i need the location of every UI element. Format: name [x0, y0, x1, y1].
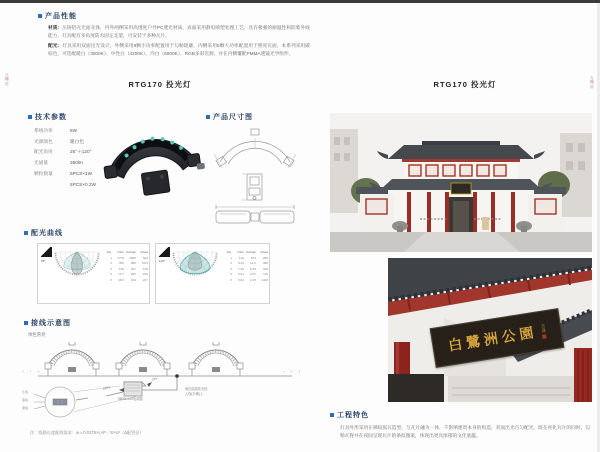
param-row [34, 172, 96, 177]
signboard-signature: 言達 [540, 322, 547, 333]
table-row: 2 6.23 14.2 388 [230, 261, 268, 266]
wiring-diagram [20, 342, 315, 426]
wiring-side-note-2: 入线(平砌)上 [185, 392, 204, 396]
seal-icon [542, 334, 547, 339]
edge-char: 德 [590, 84, 594, 89]
param-value: 5PCS×1W [70, 170, 93, 176]
scan-top-band [0, 0, 600, 3]
param-value: 6W [70, 128, 78, 133]
section-title: 产品尺寸图 [213, 114, 253, 121]
param-value: 暖白色 [70, 138, 85, 144]
photometric-table [100, 251, 148, 282]
param-value: 5PCS×0.2W [70, 181, 96, 187]
dimension-drawings [210, 124, 300, 228]
section-title: 接线示意图 [31, 320, 71, 327]
wire-label-1: 红线 [22, 390, 29, 394]
polar-curve [53, 248, 101, 300]
wiring-side-note-1: 就近电源处出线 [185, 387, 208, 391]
table-row: 4 70.7 381 196 [110, 272, 148, 277]
right-page-title: RTG170 投光灯 [433, 80, 497, 89]
param-row [34, 150, 96, 155]
beam-angle-label: 120° [159, 259, 166, 263]
table-header: No. lm/m lm/sqm Class [107, 250, 148, 254]
table-row: 4 0.61 2.67 718 [230, 272, 268, 277]
wiring-subtitle: 单色常亮 [28, 332, 46, 337]
section-wiring [24, 318, 71, 328]
beam-angle-label: 25° [41, 259, 46, 263]
param-label [34, 183, 70, 188]
left-page-title: RTG170 投光灯 [128, 80, 192, 89]
edge-char: 瑞 [590, 80, 594, 85]
param-value: 25°＋120° [70, 149, 92, 155]
table-row: 5 0.62 2.25 1408 [230, 277, 268, 282]
right-edge-mark [590, 76, 594, 89]
param-label: 系统功率 [34, 128, 53, 133]
wire-label-2: 蓝线 [22, 398, 29, 402]
table-row: 2 358 856 50.5 [110, 261, 148, 266]
input-voltage-label: 220V [102, 385, 111, 391]
param-label: 配光角度 [34, 149, 53, 155]
paragraph-lead: 材质： [48, 25, 63, 30]
edge-char: 德 [5, 81, 9, 86]
bullet-icon [24, 231, 28, 235]
table-row: 1 126 872 286 [230, 255, 268, 260]
section-title: 产品性能 [45, 13, 77, 20]
table-row: 3 136 367 136 [110, 266, 148, 271]
param-row [34, 140, 96, 145]
features-text: 灯具外形采用正梯纹弧瓦造型，与瓦片融为一体，不影响建筑本身的构造，双面出光巧匀配光，既在亮化瓦片的同时，勾勒瓦脊并在夜间呈现瓦片的条纹图案，体现出更具浓郁的文化底蕴。 [340, 425, 590, 438]
edge-char: 光 [5, 73, 9, 77]
tech-params-list [34, 129, 96, 187]
wiring-note: 注：线路长度配线需求：w＝0.0175×L×P／S×U²（Δ配管径） [30, 430, 144, 435]
param-label: 光通量 [34, 160, 49, 166]
photometric-box-1 [37, 243, 150, 304]
paragraph-text: 压铸铝壳光面壳体，内外两侧采用高透度户外PC透光材质，表面采用静电喷塑处理工艺，具有极强的耐温性和防紫外线能力，灯具配有多角度防水固定支架，可安装于多种瓦片。 [48, 25, 310, 38]
continuation-dots-left: · · · [22, 369, 42, 375]
product-photo [100, 114, 205, 209]
bullet-icon [24, 321, 28, 325]
edge-char: 光 [590, 76, 594, 80]
bullet-icon [38, 14, 42, 18]
bullet-icon [330, 413, 334, 417]
section-features [330, 410, 369, 420]
param-value: 350lm [70, 160, 83, 166]
table-header: No. lm/m lm/sqm Class [227, 250, 268, 254]
gate-photo [330, 113, 592, 252]
beam-icon [41, 247, 52, 257]
table-row: 3 1.35 6.38 428 [230, 266, 268, 271]
table-row: 5 46.5 109 227 [110, 277, 148, 282]
section-dimensions [206, 112, 253, 122]
section-product-performance [38, 11, 77, 21]
photometric-table [220, 251, 268, 282]
signboard-text: 白鷺洲公園 [447, 325, 539, 355]
paragraph-text: 灯具采用双面出光设计，外侧采用9颗小功率配置用于勾勒轮廓，内侧采用5颗大功率配置用于照亮瓦面，本系列采用碳棕色，可选配暖白（3000K）、中性白（4200K）、冷白（6000K）、RGB多彩光源，并在内侧覆配PMMA透镜光学组件。 [48, 43, 310, 56]
wire-label-3: 黑线 [22, 406, 29, 410]
section-title: 配光曲线 [31, 230, 63, 237]
param-label: 颗粒数量 [34, 170, 53, 176]
polar-curve [171, 248, 219, 300]
section-title: 技术参数 [35, 114, 67, 121]
section-photometric [24, 228, 63, 238]
paragraph-lead: 配光： [48, 43, 63, 48]
left-edge-mark [5, 73, 9, 86]
bullet-icon [206, 115, 210, 119]
section-title: 工程特色 [337, 412, 369, 419]
beam-icon [159, 247, 170, 257]
section-tech-params [28, 112, 67, 122]
param-row [34, 183, 96, 188]
param-row [34, 129, 96, 134]
photometric-box-2 [155, 243, 270, 304]
continuation-dots-right: · · · [283, 369, 303, 375]
param-row [34, 161, 96, 166]
output-voltage-label: 24V [151, 376, 158, 382]
table-row: 1 1776 3026 663 [110, 255, 148, 260]
performance-paragraph-optics [48, 42, 310, 57]
bullet-icon [28, 115, 32, 119]
performance-paragraph-material [48, 24, 310, 39]
power-supply-label: 360W-24V电源器 [118, 397, 143, 401]
edge-char: 瑞 [5, 77, 9, 82]
param-label: 光源颜色 [34, 138, 53, 144]
